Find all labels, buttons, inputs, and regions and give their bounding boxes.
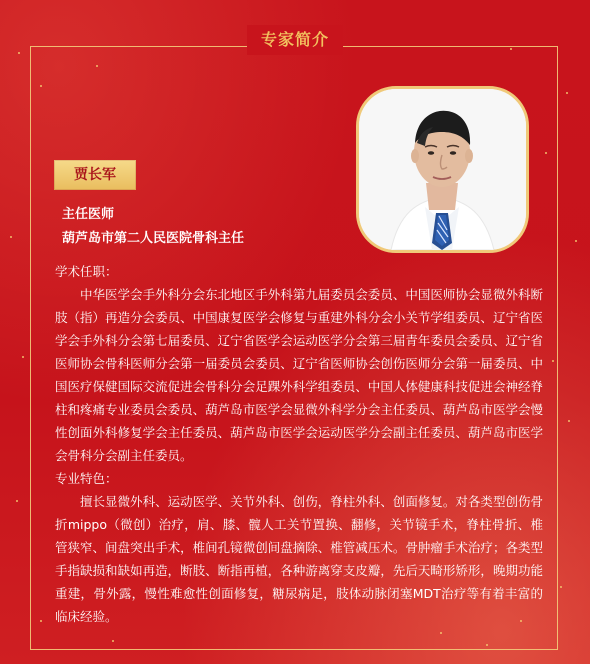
- doctor-photo: [356, 86, 529, 253]
- profile-content: [55, 260, 543, 628]
- doctor-hospital-role: 葫芦岛市第二人民医院骨科主任: [62, 231, 245, 246]
- doctor-portrait-icon: [359, 89, 526, 250]
- doctor-meta: [62, 203, 362, 251]
- header-section: [0, 25, 590, 55]
- academic-title: 学术任职：: [55, 264, 118, 279]
- page-title: 专家简介: [247, 25, 343, 55]
- academic-content: 中华医学会手外科分会东北地区手外科第九届委员会委员、中国医师协会显微外科断肢（指）再造分会委员、中国康复医学会修复与重建外科分会小关节学组委员、辽宁省医学会手外科分会第七届委员、辽宁省医学会运动医学分会第三届青年委员会委员、辽宁省医师协会骨科医师分会第一届委员会委员、辽宁省医师协会创伤医师分会第一届委员、中国医疗保健国际交流促进会骨科分会足踝外科学组委员、中国人体健康科技促进会神经脊柱和疼痛专业委员会委员、葫芦岛市医学会显微外科学分会主任委员、葫芦岛市医学会慢性创面外科修复学会主任委员、葫芦岛市医学会运动医学分会副主任委员、葫芦岛市医学会骨科分会副主任委员。: [55, 287, 543, 463]
- specialty-title: 专业特色：: [55, 471, 118, 486]
- doctor-position: 主任医师: [62, 207, 115, 222]
- specialty-content: 擅长显微外科、运动医学、关节外科、创伤，脊柱外科、创面修复。对各类型创伤骨折mippo（微创）治疗，肩、膝、髋人工关节置换、翻修，关节镜手术，脊柱骨折、椎管狭窄、间盘突出手术，椎间孔镜微创间盘摘除、椎管减压术。骨肿瘤手术治疗；各类型手指缺损和缺如再造，断肢、断指再植，各种游离穿支皮瓣，先后天畸形矫形，晚期功能重建，骨外露，慢性难愈性创面修复，糖尿病足，肢体动脉闭塞MDT治疗等有着丰富的临床经验。: [55, 494, 543, 624]
- doctor-name-badge: 贾长军: [54, 160, 136, 190]
